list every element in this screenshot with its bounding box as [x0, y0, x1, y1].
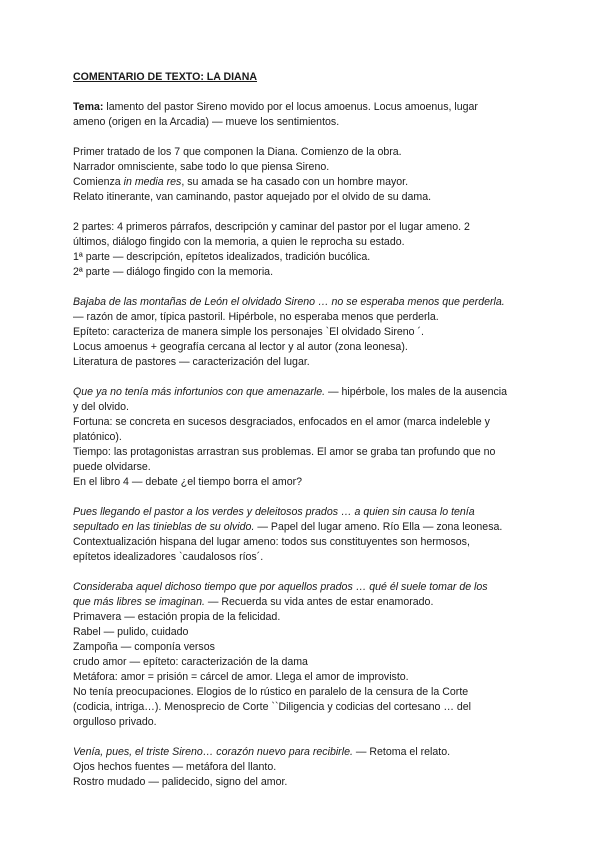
text-line: 2ª parte — diálogo fingido con la memoria.	[73, 266, 274, 278]
text-line: puede olvidarse.	[73, 461, 151, 473]
paragraph-5	[73, 505, 560, 565]
text-line: No tenía preocupaciones. Elogios de lo rústico en paralelo de la censura de la Corte	[73, 686, 469, 698]
text-line: Relato itinerante, van caminando, pastor aquejado por el olvido de su dama.	[73, 191, 432, 203]
tema-line-2: ameno (origen en la Arcadia) — mueve los sentimientos.	[73, 116, 340, 128]
paragraph-2	[73, 220, 560, 280]
text-line: 1ª parte — descripción, epítetos idealizados, tradición bucólica.	[73, 251, 371, 263]
quote-text: sepultado en las tinieblas de su olvido.	[73, 521, 255, 533]
quote-text: Que ya no tenía más infortunios con que amenazarle.	[73, 386, 326, 398]
text-span: — Recuerda su vida antes de estar enamorado.	[204, 596, 434, 608]
text-line: crudo amor — epíteto: caracterización de la dama	[73, 656, 308, 668]
text-span: — Papel del lugar ameno. Río Ella — zona leonesa.	[254, 521, 503, 533]
tema-text: lamento del pastor Sireno movido por el locus amoenus. Locus amoenus, lugar	[103, 101, 478, 113]
paragraph-7	[73, 745, 560, 790]
text-line: orgulloso privado.	[73, 716, 157, 728]
text-line: Zampoña — componía versos	[73, 641, 215, 653]
quote-text: Consideraba aquel dichoso tiempo que por aquellos prados … qué él suele tomar de los	[73, 581, 488, 593]
text-span: — Retoma el relato.	[352, 746, 451, 758]
quote-text: Bajaba de las montañas de León el olvidado Sireno … no se esperaba menos que perderla.	[73, 296, 505, 308]
text-line: y del olvido.	[73, 401, 129, 413]
quote-text: que más libres se imaginan.	[73, 596, 205, 608]
text-line: Primavera — estación propia de la felicidad.	[73, 611, 281, 623]
quote-text: Pues llegando el pastor a los verdes y deleitosos prados … a quien sin causa lo tenía	[73, 506, 475, 518]
quote-text: Venía, pues, el triste Sireno… corazón nuevo para recibirle.	[73, 746, 353, 758]
paragraph-3	[73, 295, 560, 370]
text-line: epítetos idealizadores `caudalosos ríos´.	[73, 551, 264, 563]
text-line: Literatura de pastores — caracterización del lugar.	[73, 356, 310, 368]
text-line: Narrador omnisciente, sabe todo lo que piensa Sireno.	[73, 161, 330, 173]
text-line: Locus amoenus + geografía cercana al lector y al autor (zona leonesa).	[73, 341, 408, 353]
text-span: , su amada se ha casado con un hombre mayor.	[181, 176, 409, 188]
text-line: — razón de amor, típica pastoril. Hipérbole, no esperaba menos que perderla.	[73, 311, 439, 323]
paragraph-tema	[73, 100, 560, 130]
text-line: Metáfora: amor = prisión = cárcel de amor. Llega el amor de improvisto.	[73, 671, 409, 683]
text-line: (codicia, intriga…). Menosprecio de Corte ``Diligencia y codicias del cortesano … del	[73, 701, 472, 713]
text-line: En el libro 4 — debate ¿el tiempo borra el amor?	[73, 476, 303, 488]
text-span: — hipérbole, los males de la ausencia	[325, 386, 508, 398]
text-line: Contextualización hispana del lugar ameno: todos sus constituyentes son hermosos,	[73, 536, 470, 548]
text-line: Rostro mudado — palidecido, signo del amor.	[73, 776, 288, 788]
tema-label: Tema:	[73, 101, 104, 113]
text-span: Comienza	[73, 176, 124, 188]
paragraph-4	[73, 385, 560, 490]
text-line: platónico).	[73, 431, 122, 443]
paragraph-1	[73, 145, 560, 205]
italic-span: in media res	[123, 176, 182, 188]
text-line: 2 partes: 4 primeros párrafos, descripción y caminar del pastor por el lugar ameno. 2	[73, 221, 470, 233]
text-line: Fortuna: se concreta en sucesos desgraciados, enfocados en el amor (marca indeleble y	[73, 416, 490, 428]
text-line: Primer tratado de los 7 que componen la Diana. Comienzo de la obra.	[73, 146, 402, 158]
text-line: Rabel — pulido, cuidado	[73, 626, 189, 638]
text-line: Epíteto: caracteriza de manera simple los personajes `El olvidado Sireno ´.	[73, 326, 424, 338]
text-line: Ojos hechos fuentes — metáfora del llanto.	[73, 761, 277, 773]
text-line: Tiempo: las protagonistas arrastran sus problemas. El amor se graba tan profundo que no	[73, 446, 496, 458]
paragraph-6	[73, 580, 560, 730]
document-title: COMENTARIO DE TEXTO: LA DIANA	[73, 71, 258, 83]
text-line: últimos, diálogo fingido con la memoria, a quien le reprocha su estado.	[73, 236, 405, 248]
